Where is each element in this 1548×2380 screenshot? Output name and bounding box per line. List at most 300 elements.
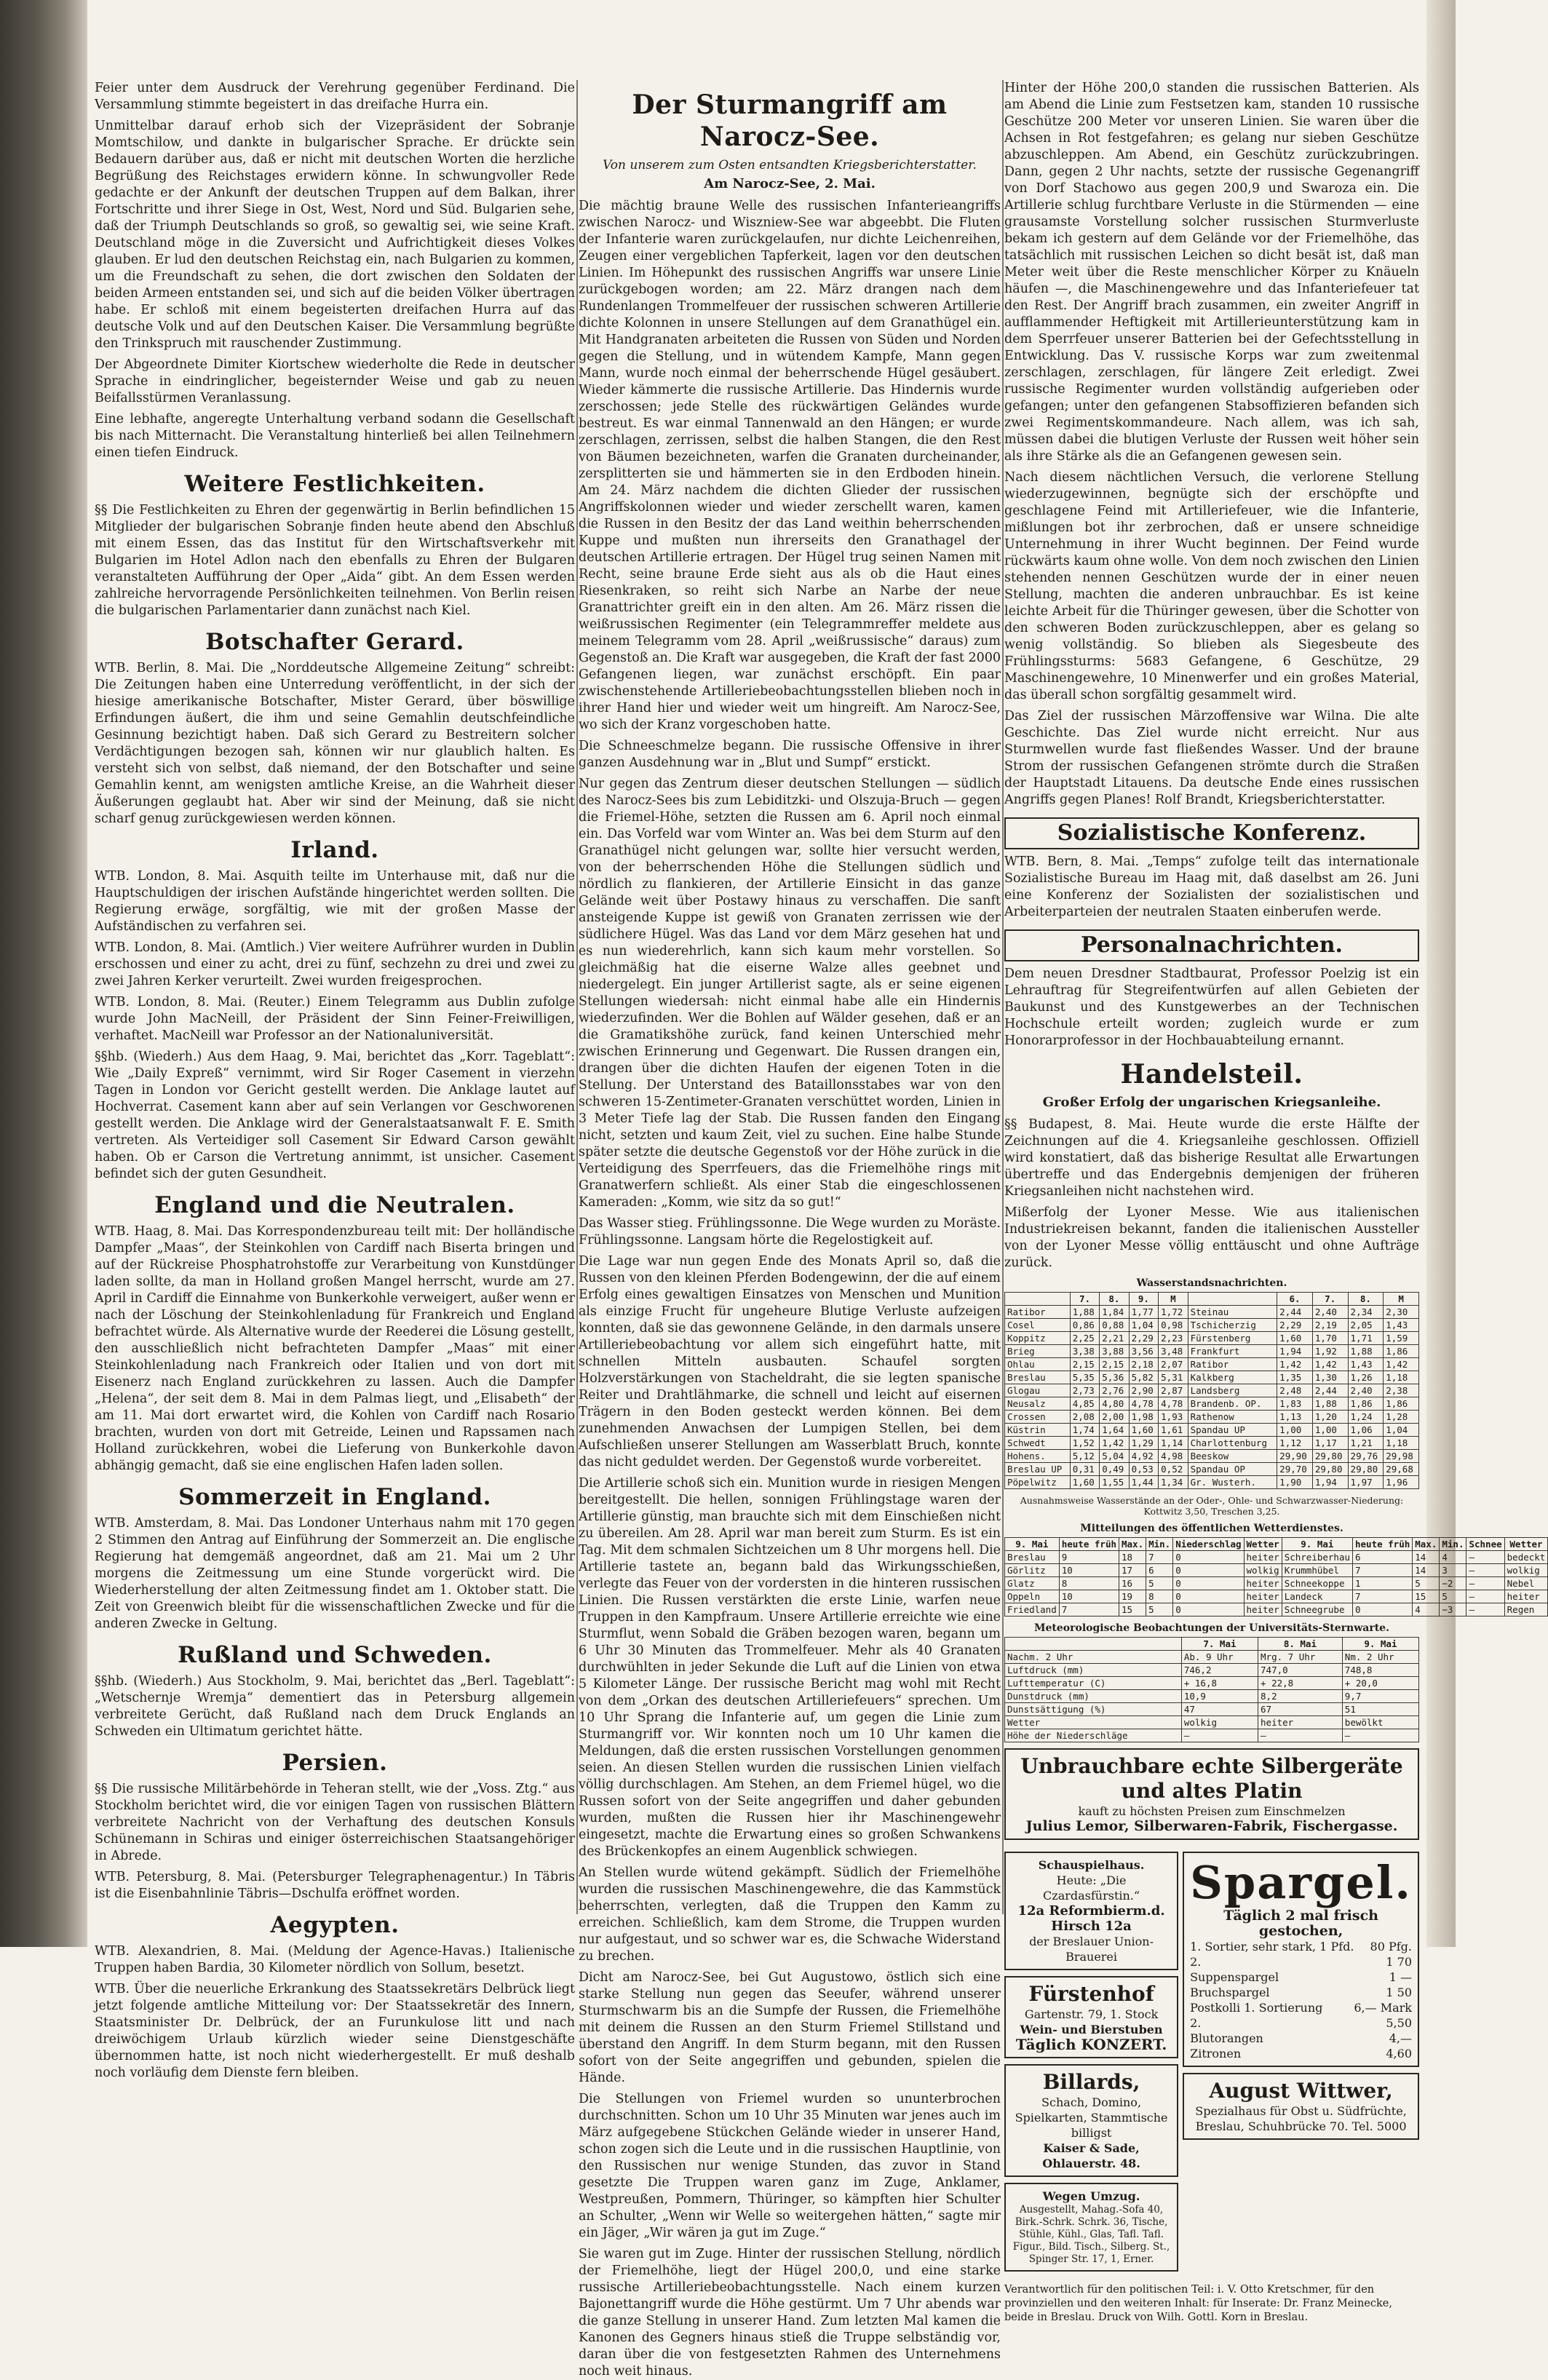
table-cell: 1,00 [1312, 1424, 1348, 1437]
table-cell: 0 [1173, 1590, 1244, 1603]
price-value: 4,60 [1386, 2047, 1412, 2060]
headline-russland-schweden: Rußland und Schweden. [178, 1642, 492, 1668]
table-cell: Friedland [1005, 1603, 1060, 1617]
price-row [1190, 1985, 1412, 2000]
table-cell: Nm. 2 Uhr [1342, 1651, 1418, 1664]
table-cell: 29,70 [1277, 1463, 1313, 1476]
ad-wittwer-address: Breslau, Schuhbrücke 70. Tel. 5000 [1195, 2119, 1407, 2133]
table-cell: 4,78 [1129, 1397, 1158, 1411]
headline-botschafter-gerard: Botschafter Gerard. [205, 629, 464, 655]
table-cell: 15 [1119, 1603, 1146, 1617]
table-cell: 51 [1342, 1703, 1418, 1716]
headline-persien: Persien. [282, 1750, 388, 1776]
table-cell: heiter [1244, 1590, 1282, 1603]
ad-fuerstenhof-address: Gartenstr. 79, 1. Stock [1024, 2007, 1159, 2021]
table-header-cell: 9. [1129, 1293, 1158, 1306]
table-header-cell: Wetter [1244, 1538, 1282, 1551]
table-cell: 14 [1413, 1551, 1440, 1564]
table-cell: 2,76 [1100, 1384, 1129, 1397]
paragraph: Mißerfolg der Lyoner Messe. Wie aus italienischen Industriekreisen bekannt, fanden die italienischen Aussteller von der Lyoner Messe völlig enttäuscht und ohne Aufträge zurück. [1004, 1205, 1419, 1270]
table-row [1005, 1384, 1419, 1397]
table-cell: 1,88 [1312, 1397, 1348, 1411]
table-cell: 1,26 [1348, 1371, 1384, 1384]
table-cell: 1,86 [1384, 1345, 1419, 1358]
paragraph: Nach diesem nächtlichen Versuch, die verlorene Stellung wiederzugewinnen, begnügte sich der erschöpfte und geschlagene Feind mit Artilleriefeuer, wie die Infanterie, mißlungen bot ihr zerbrochen, daß er unsere schneidige Unternehmung in ihrer Wucht beginnen. Der Feind wurde rückwärts kaum ohne wolle. Von dem noch zwischen den Linien stehenden nennen Geschützen wurde der in einer neuen Stellung, machten die anderen unbrauchbar. Es ist keine leichte Arbeit für die Thüringer gewesen, über die Schotter von den schweren Boden zurückzuschleppen, aber es gelang so wenig vollständig. So blieben als Siegesbeute des Frühlingssturms: 5683 Gefangene, 6 Geschütze, 29 Maschinengewehre, 10 Minenwerfer und ein großes Material, das überall schon sorgfältig gesammelt wird. [1004, 470, 1419, 702]
price-value: 1 — [1389, 1970, 1412, 1984]
byline: Von unserem zum Osten entsandten Kriegsberichterstatter. [603, 158, 977, 172]
price-value: 1 50 [1386, 1986, 1412, 1999]
table-cell: 2,73 [1070, 1384, 1099, 1397]
table-cell: 2,34 [1348, 1306, 1384, 1319]
table-cell: 1,13 [1277, 1411, 1313, 1424]
table-cell: 1,18 [1384, 1437, 1419, 1450]
table-header-cell [1005, 1638, 1182, 1651]
price-item: Zitronen [1190, 2047, 1242, 2060]
ad-schauspielhaus [1004, 1852, 1178, 1970]
table-cell: 1,60 [1129, 1424, 1158, 1437]
table-cell: 1,06 [1348, 1424, 1384, 1437]
table-cell: Landeck [1282, 1590, 1352, 1603]
table-header-cell: 6. [1277, 1293, 1313, 1306]
table-cell: 9,7 [1342, 1690, 1418, 1703]
paragraph: §§ Die russische Militärbehörde in Teheran stellt, wie der „Voss. Ztg.“ aus Stockholm berichtet wird, die vor einigen Tagen von russischen Blättern verbreitete Nachricht von der Verhaftung des deutschen Konsuls Schünemann in Schiras und einiger österreichischen Staatsangehöriger in Abrede. [95, 1782, 575, 1863]
paragraph: Die Schneeschmelze begann. Die russische Offensive in ihrer ganzen Ausdehnung war in „Blut und Sumpf“ erstickt. [579, 739, 1001, 770]
table-header-cell [1188, 1293, 1277, 1306]
table-cell: 10 [1059, 1564, 1119, 1577]
table-cell: 1,28 [1384, 1411, 1419, 1424]
table-cell: 0,86 [1070, 1319, 1099, 1332]
table-cell: 2,87 [1159, 1384, 1188, 1397]
table-header-cell: Min. [1146, 1538, 1173, 1551]
headline-handelsteil: Handelsteil. [1120, 1059, 1303, 1090]
table-cell: Oppeln [1005, 1590, 1060, 1603]
table-cell: 19 [1119, 1590, 1146, 1603]
table-cell: 3,88 [1100, 1345, 1129, 1358]
ad-billards-company: Kaiser & Sade, Ohlauerstr. 48. [1042, 2141, 1140, 2170]
water-level-table [1004, 1292, 1419, 1489]
table-header-cell: 7. Mai [1181, 1638, 1258, 1651]
weather-table [1004, 1537, 1548, 1617]
column-middle [579, 80, 1001, 2379]
table-cell: Spandau UP [1188, 1424, 1277, 1437]
table-cell: 1,61 [1159, 1424, 1188, 1437]
paragraph: WTB. Bern, 8. Mai. „Temps“ zufolge teilt das internationale Sozialistische Bureau im Haag mit, daß daselbst am 26. Juni eine Konferenz der Sozialisten der sozialistischen und Arbeiterparteien der neutralen Staaten einberufen werde. [1004, 854, 1419, 919]
article-handelsteil [1004, 1116, 1419, 1272]
table-cell: 1,84 [1100, 1306, 1129, 1319]
table-row [1005, 1716, 1419, 1729]
table-cell: 3,56 [1129, 1345, 1158, 1358]
headline-weitere-festlichkeiten: Weitere Festlichkeiten. [184, 471, 485, 497]
price-row [1190, 1939, 1412, 1954]
table-cell: 1,96 [1384, 1476, 1419, 1489]
table-cell: 47 [1181, 1703, 1258, 1716]
table-cell: 1,70 [1312, 1332, 1348, 1345]
table-cell: Regen [1504, 1603, 1548, 1617]
column-rule [1002, 80, 1004, 1914]
table-row [1005, 1345, 1419, 1358]
table-row [1005, 1564, 1548, 1577]
table-header-cell [1005, 1293, 1071, 1306]
table-cell: 1,20 [1312, 1411, 1348, 1424]
table-cell: Schneegrube [1282, 1603, 1352, 1617]
table-cell: Beeskow [1188, 1450, 1277, 1463]
price-item: 2. [1190, 1955, 1202, 1969]
table-cell: 2,15 [1070, 1358, 1099, 1371]
column-right [1004, 80, 1546, 2323]
table-cell: 1,21 [1348, 1437, 1384, 1450]
table-cell: — [1466, 1577, 1504, 1590]
table-cell: 29,68 [1384, 1463, 1419, 1476]
table-cell: 1,92 [1312, 1345, 1348, 1358]
table-cell: 16 [1119, 1577, 1146, 1590]
table-cell: 1,04 [1384, 1424, 1419, 1437]
table-header-cell: Max. [1413, 1538, 1440, 1551]
table-cell: 8,2 [1258, 1690, 1343, 1703]
table-row [1005, 1703, 1419, 1716]
paragraph: WTB. London, 8. Mai. (Reuter.) Einem Telegramm aus Dublin zufolge wurde John MacNeill, der Präsident der Sinn Feiner-Freiwilligen, verhaftet. MacNeill war Professor an der Nationaluniversität. [95, 995, 575, 1043]
table-cell: wolkig [1244, 1564, 1282, 1577]
paragraph: Nur gegen das Zentrum dieser deutschen Stellungen — südlich des Narocz-Sees bis zum Lebiditzki- und Olszuja-Bruch — gegen die Friemel-Höhe, setzten die Russen am 6. April noch einmal ein. Das Vorfeld war vom Winter an. Was bei dem Sturm auf den Granathügel nicht gelungen war, sollte hier versucht werden, von der beherrschenden Höhe die Stellungen südlich und nördlich zu flankieren, der Artillerie Einsicht in das ganze Gelände weit über Postawy hinaus zu verschaffen. Die sanft ansteigende Kuppe ist gewiß von Granaten zerrissen wie der südlichere Hügel. Was das Land vor dem März gesehen hat und es nun wiederehrlich, kann sich kaum mehr vorstellen. So gleichmäßig hat die eiserne Walze alles geebnet und niedergelegt. Ein junger Artillerist sagte, als er seine eigenen Stellungen wiedersah: nicht einmal habe alle ein Hindernis wiederzufinden. Wer die Bohlen auf Wälder gesehen, daß er an die Gramatikshöhe zurück, fand keinen Unterschied mehr zwischen Erinnerung und Gegenwart. Die Russen drangen ein, drangen über die dichten Haufen der eigenen Toten in die Stellung. Der Unterstand des Bataillonsstabes war von den schweren 15-Zentimeter-Granaten verschüttet worden, Linien in 3 Meter Tiefe lag der Stab. Die Russen fanden den Eingang nicht, setzten und kaum Zeit, viel zu suchen. Eine halbe Stunde später setzte die deutsche Gegenstoß vor der Höhe zurück in die Verteidigung des Sperrfeuers, das die Friemelhöhe rings mit Granatwerfern schließt. Als einer Stab die eingeschlossenen Kameraden: „Komm, wie sitz da so gut!“ [579, 777, 1001, 1210]
table-cell: 18 [1119, 1551, 1146, 1564]
table-cell: 5,12 [1070, 1450, 1099, 1463]
table-cell: — [1181, 1729, 1258, 1742]
price-item: Suppenspargel [1190, 1970, 1279, 1984]
article-bulgarian-visit [95, 80, 575, 461]
table-cell: Nachm. 2 Uhr [1005, 1651, 1182, 1664]
table-cell: — [1466, 1590, 1504, 1603]
table-cell: 3,48 [1159, 1345, 1188, 1358]
table-cell: 1,86 [1384, 1397, 1419, 1411]
paragraph: WTB. Haag, 8. Mai. Das Korrespondenzbureau teilt mit: Der holländische Dampfer „Maas“, der Steinkohlen von Cardiff nach Biserta bringen und auf der Rückreise Phosphatrohstoffe zur Verarbeitung von Kunstdünger laden sollte, da man in Holland großen Mangel herrscht, wurde am 27. April in Cardiff die Einnahme von Bunkerkohle verweigert, außer wenn er nach der Löschung der Steinkohlenladung für Frankreich und England befrachtet würde. Als Alternative wurde der Reederei die Lösung gestellt, den ausschließlich nicht befrachteten Dampfer „Maas“ mit einer Steinkohlenladung nach Frankreich oder Italien und von dort mit Eisenerz nach England zurückkehren zu lassen. Auch die Dampfer „Helena“, der seit dem 8. Mai in dem Palmas liegt, und „Elisabeth“ der am 11. Mai dort erwartet wird, die Kohlen von Cardiff nach Rosario brachten, wurden von dort mit Getreide, Leinen und Rapssamen nach Holland zurückkehren, wobei die Lieferung von Bunkerkohle davon abhängig gemacht, daß sie eine englischen Hafen laden sollen. [95, 1224, 575, 1473]
table-header-cell: 7. [1312, 1293, 1348, 1306]
table-cell: 3 [1440, 1564, 1466, 1577]
table-cell: 1,12 [1277, 1437, 1313, 1450]
table-cell: 2,30 [1384, 1306, 1419, 1319]
table-cell: 4,80 [1100, 1397, 1129, 1411]
table-cell: 1,30 [1312, 1371, 1348, 1384]
table-cell: bewölkt [1342, 1716, 1418, 1729]
table-cell: 4,98 [1159, 1450, 1188, 1463]
table-row [1005, 1577, 1548, 1590]
paragraph: §§ Budapest, 8. Mai. Heute wurde die erste Hälfte der Zeichnungen auf die 4. Kriegsanleihe geschlossen. Offiziell wird konstatiert, daß das bisherige Resultat alle Erwartungen übertreffe und das Endergebnis demjenigen der früheren Kriegsanleihen nicht nachstehen wird. [1004, 1117, 1419, 1199]
table-cell: Gr. Wusterh. [1188, 1476, 1277, 1489]
table-cell: Tschicherzig [1188, 1319, 1277, 1332]
ad-schauspielhaus-title: Schauspielhaus. [1038, 1858, 1145, 1872]
table-cell: 1,64 [1100, 1424, 1129, 1437]
paragraph: Die Lage war nun gegen Ende des Monats April so, daß die Russen von den kleinen Pferden Bodengewinn, der die auf einem Erfolg eines gewaltigen Einsatzes von Menschen und Munition als einzige Frucht für ungeheure Blutige Verluste aufzeigen konnten, daß sie das gewonnene Gelände, in den darmals unsere Artilleriebeobachtung vor allem sich eingeführt hatte, mit schnellen Mitteln ausbauten. Schaufel sorgten Holzverstärkungen von Stacheldraht, die sie legten spanische Reiter und Drahtlähmarke, die schnell und leicht auf eisernen Trägern in den Boden gesteckt werden können. Bei dem zunehmenden Anwachsen der Lumpigen Stellen, bei dem Aufschließen unserer Stellungen am Wasserblatt Bruch, konnte das nicht geduldet werden. Der Gegenstoß wurde vorbereitet. [579, 1254, 1001, 1469]
ad-silbergeraete-company: Julius Lemor, Silberwaren-Fabrik, Fischergasse. [1025, 1818, 1398, 1834]
table-cell: Krummhübel [1282, 1564, 1352, 1577]
paragraph: §§ Die Festlichkeiten zu Ehren der gegenwärtig in Berlin befindlichen 15 Mitglieder der bulgarischen Sobranje finden heute abend den Abschluß mit einem Essen, das das Institut für den Wirtschaftsverkehr mit Bulgarien im Hotel Adlon nach den ebenfalls zu Ehren der Bulgaren veranstalteten Aufführung der Oper „Aida“ gibt. An dem Essen werden zahlreiche hervorragende Persönlichkeiten teilnehmen. Von Berlin reisen die bulgarischen Parlamentarier dann zunächst nach Kiel. [95, 503, 575, 618]
table-header-row [1005, 1293, 1419, 1306]
table-cell: 1,88 [1348, 1345, 1384, 1358]
price-item: Postkolli 1. Sortierung [1190, 2001, 1323, 2015]
paragraph: WTB. Berlin, 8. Mai. Die „Norddeutsche Allgemeine Zeitung“ schreibt: Die Zeitungen haben eine Unterredung veröffentlicht, in der sich der hiesige amerikanische Botschafter, Mister Gerard, über böswillige Erfindungen äußert, die ihm und seine Gemahlin deutschfeindliche Gesinnung bezichtigt haben. Daß sich Gerard zu Bestreitern solcher Verdächtigungen bezogen sah, können wir nur glaublich halten. Es versteht sich von selbst, daß niemand, der den Botschafter und seine Gemahlin kennt, am wenigsten amtliche Kreise, an die Wahrheit dieser Äußerungen geglaubt hat. Aber wir sind der Meinung, daß sie nicht scharf genug zurückgewiesen werden können. [95, 661, 575, 826]
ad-billards-title: Billards, [1042, 2070, 1140, 2094]
table-cell: heiter [1244, 1577, 1282, 1590]
table-cell: 0,98 [1159, 1319, 1188, 1332]
price-row [1190, 2000, 1412, 2015]
table-cell: 1,83 [1277, 1397, 1313, 1411]
table-cell: Dunstdruck (mm) [1005, 1690, 1182, 1703]
table-cell: 7 [1059, 1603, 1119, 1617]
table-cell: 1,86 [1348, 1397, 1384, 1411]
table-cell: 29,80 [1312, 1463, 1348, 1476]
ad-grid [1004, 1846, 1419, 2277]
headline-sommerzeit: Sommerzeit in England. [178, 1484, 491, 1510]
table-cell: 4 [1440, 1551, 1466, 1564]
paragraph: WTB. London, 8. Mai. (Amtlich.) Vier weitere Aufrührer wurden in Dublin erschossen und einer zu acht, drei zu fünf, sechzehn zu drei und zwei zu zwei Jahren Kerker verurteilt. Zwei wurden freigesprochen. [95, 940, 575, 988]
table-cell: heiter [1244, 1603, 1282, 1617]
table-cell: Cosel [1005, 1319, 1071, 1332]
table-row [1005, 1319, 1419, 1332]
price-value: 5,50 [1386, 2016, 1412, 2030]
book-binding-edge [0, 0, 87, 1947]
table-cell: 1,98 [1129, 1411, 1158, 1424]
table-cell: 5,82 [1129, 1371, 1158, 1384]
article-gerard [95, 660, 575, 828]
ad-umzug-line: Ausgestellt, Mahag.-Sofa 40, Birk.-Schrk. Schrk. 36, Tische, Stühle, Kühl., Glas, Tafl. Tafl. Figur., Bild. Tisch., Silberg. St., Spinger Str. 17, 1, Erner. [1012, 2204, 1170, 2265]
paragraph: Die Stellungen von Friemel wurden so ununterbrochen durchschnitten. Schon um 10 Uhr 35 Minuten war jenes auch im März aufgegebene Stückchen Gelände wieder in unserer Hand, schon zogen sich die Leute und in die russischen Hauptlinie, von den Russischen nur wenige Stunden, das zuvor in Stand gesetzte Die Truppen waren ganz im Zuge, Anklamer, Westpreußen, Pommern, Thüringer, so kämpften hier Schulter an Schulter, „Wenn wir Welle so weitergehen hätten,“ sagte mir ein Jäger, „Wir wären ja gut im Zuge.“ [579, 2092, 1001, 2240]
table-cell: 1,90 [1277, 1476, 1313, 1489]
table-cell: heiter [1504, 1590, 1548, 1603]
table-cell: 2,90 [1129, 1384, 1158, 1397]
table-cell: −3 [1440, 1603, 1466, 1617]
table-cell: 2,40 [1312, 1306, 1348, 1319]
table-cell: 2,48 [1277, 1384, 1313, 1397]
table-header-cell: 7. [1070, 1293, 1099, 1306]
paragraph: Das Wasser stieg. Frühlingssonne. Die Wege wurden zu Moräste. Frühlingssonne. Langsam hörte die Regelostigkeit auf. [579, 1216, 1001, 1247]
table-cell: Ohlau [1005, 1358, 1071, 1371]
table-cell: 4 [1413, 1603, 1440, 1617]
meteo-table-caption: Meteorologische Beobachtungen der Universitäts-Sternwarte. [1034, 1622, 1389, 1634]
table-cell: 4,78 [1159, 1397, 1188, 1411]
table-cell: — [1258, 1729, 1343, 1742]
paragraph: Die mächtig braune Welle des russischen Infanterieangriffs zwischen Narocz- und Wiszniew-See war abgeebbt. Die Fluten der Infanterie waren zurückgelaufen, nur dichte Leichenreihen, Zeugen einer vergeblichen Tapferkeit, lagen vor den deutschen Linien. Im Höhepunkt des russischen Angriffs war unsere Linie zurückgebogen worden; am 22. März drangen nach dem Rundenlangen Trommelfeuer der russischen schweren Artillerie dichte Kolonnen in unsere Stellungen auf dem Granathügel ein. Mit Handgranaten arbeiteten die Russen von Süden und Norden gegen die Stellung, und in wütendem Kampfe, Mann gegen Mann, wurde noch einmal der beherrschende Hügel gesäubert. Wieder kämmerte die russische Artillerie. Das Hindernis wurde zerschossen; jede Stelle des rückwärtigen Geländes wurde bestreut. Es war einmal Tannenwald an den Hängen; er wurde zerschlagen, zerrissen, selbst die halben Stangen, die den Rest von Bäumen bezeichneten, warfen die Granaten durcheinander, zersplitterten sie und hämmerten sie in den Erdboden hinein. Am 24. März nachdem die dichten Glieder der russischen Angriffskolonnen wieder und wieder zerschellt waren, kamen die Russen in den Besitz der das Land weithin beherrschenden Kuppe und mußten nun ihrerseits den Granathagel der deutschen Artillerie ertragen. Der Hügel trug seinen Namen mit Recht, seine braune Erde sieht aus als ob die Haut eines Riesenkraken, so reiht sich Narbe an Narbe der neue Granattrichter greift ein in den alten. Am 26. März rissen die weißrussischen Regimenter (ein Telegrammreffer meldete aus meinem Telegramm vom 28. April „weißrussische“ daraus) zum Gegenstoß an. Die Kraft war ausgegeben, die Kraft der fast 2000 Gefangenen liegen, war zunächst erschöpft. Ein paar zwischenstehende Artilleriebeobachtungsstellen blieben noch in ihrer Hand hier und wieder weit um hingreift. Am Narocz-See, wo sich der Kranz vorgeschoben hatte. [579, 199, 1001, 732]
table-cell: 0,31 [1070, 1463, 1099, 1476]
table-cell: Charlottenburg [1188, 1437, 1277, 1450]
table-cell: 67 [1258, 1703, 1343, 1716]
paragraph: Der Abgeordnete Dimiter Kiortschew wiederholte die Rede in deutscher Sprache in eindringlicher, begeisternder Weise und gab zu neuen Beifallsstürmen Veranlassung. [95, 357, 575, 405]
table-row [1005, 1424, 1419, 1437]
table-cell: Dunstsättigung (%) [1005, 1703, 1182, 1716]
table-cell: 1,43 [1348, 1358, 1384, 1371]
table-cell: 1,43 [1384, 1319, 1419, 1332]
table-cell: 7 [1353, 1590, 1413, 1603]
ad-spargel [1183, 1852, 1419, 2067]
table-row [1005, 1358, 1419, 1371]
price-row [1190, 2015, 1412, 2031]
ad-billards-line: Schach, Domino, Spielkarten, Stammtische billigst [1015, 2095, 1168, 2140]
table-cell: 7 [1146, 1551, 1173, 1564]
paragraph: Hinter der Höhe 200,0 standen die russischen Batterien. Als am Abend die Linie zum Festsetzen kam, standen 10 russische Geschütze 200 Meter vor unseren Linien. Sie waren über die Achsen in Rot festgefahren; es gelang nur sieben Geschütze abzuschleppen. Am Abend, ein Geschütz zurückzubringen. Dann, gegen 2 Uhr nachts, setzte der russische Gegenangriff von Dorf Stachowo aus gegen 200,9 und Swaroza ein. Die Artillerie schlug furchtbare Verluste in die Stürmenden — eine grausamste Vorstellung solcher russischen Sturmverluste bekam ich gestern auf dem Gelände vor der Friemelhöhe, das tatsächlich mit russischen Leichen so dicht besät ist, daß man Meter weit über die Reste menschlicher Körper zu Knäueln häufen —, die Maschinengewehre und das Infanteriefeuer tat den Rest. Der Angriff brach zusammen, ein zweiter Angriff in aufflammender Heftigkeit mit Artillerieunterstützung kam in dem Sperrfeuer unserer Batterien bei der Gefechtsstellung in Entwicklung. Das V. russische Korps war zum zweitenmal zerschlagen, zerschlagen, für längere Zeit erledigt. Zwei russische Regimenter wurden vollständig aufgerieben oder gefangen; unter den gefangenen Stabsoffizieren befanden sich zwei Regimentskommandeure. Nach allem, was ich sah, müssen dabei die blutigen Verluste der Russen weit höher sein als ihre Stärke als die an Gefangenen gewesen sein. [1004, 81, 1419, 464]
table-cell: 29,80 [1348, 1463, 1384, 1476]
price-item: 1. Sortier, sehr stark, 1 Pfd. [1190, 1940, 1354, 1953]
table-header-cell: 8. [1100, 1293, 1129, 1306]
table-header-cell: 9. Mai [1342, 1638, 1418, 1651]
table-cell: 1,35 [1277, 1371, 1313, 1384]
table-cell: 1,44 [1129, 1476, 1158, 1489]
table-cell: 2,38 [1384, 1384, 1419, 1397]
table-cell: 2,23 [1159, 1332, 1188, 1345]
table-header-cell: 8. [1348, 1293, 1384, 1306]
ad-fuerstenhof-title: Fürstenhof [1028, 1982, 1154, 2006]
table-cell: 1,34 [1159, 1476, 1188, 1489]
table-cell: Breslau [1005, 1551, 1060, 1564]
table-cell: 0 [1173, 1564, 1244, 1577]
headline-england-neutralen: England und die Neutralen. [154, 1192, 515, 1218]
imprint-footer: Verantwortlich für den politischen Teil: i. V. Otto Kretschmer, für den provinziellen und den weiteren Inhalt: für Inserate: Dr. Franz Meinecke, beide in Breslau. Druck von Wilh. Gottl. Korn in Breslau. [1004, 2284, 1392, 2323]
table-header-cell: Schnee [1466, 1538, 1504, 1551]
water-table-note: Ausnahmsweise Wasserstände an der Oder-, Ohle- und Schwarzwasser-Niederung: Kottwitz 3,50, Treschen 3,25. [1020, 1495, 1404, 1517]
table-cell: Frankfurt [1188, 1345, 1277, 1358]
table-header-cell: heute früh [1059, 1538, 1119, 1551]
table-header-cell: Niederschlag [1173, 1538, 1244, 1551]
paragraph: Dem neuen Dresdner Stadtbaurat, Professor Poelzig ist ein Lehrauftrag für Stegreifentwürfen auf allen Gebieten der Baukunst und des Kunstgewerbes an der Technischen Hochschule erteilt worden; zugleich wurde er zum Honorarprofessor in der Hochbauabteilung ernannt. [1004, 967, 1419, 1048]
table-cell: Küstrin [1005, 1424, 1071, 1437]
table-cell: 0,52 [1159, 1463, 1188, 1476]
table-cell: 1,14 [1159, 1437, 1188, 1450]
table-row [1005, 1551, 1548, 1564]
table-cell: 1,94 [1312, 1476, 1348, 1489]
table-cell: 1,74 [1070, 1424, 1099, 1437]
table-header-cell: Max. [1119, 1538, 1146, 1551]
table-cell: 2,25 [1070, 1332, 1099, 1345]
table-cell: Ab. 9 Uhr [1181, 1651, 1258, 1664]
table-cell: 0,53 [1129, 1463, 1158, 1476]
table-cell: 1,71 [1348, 1332, 1384, 1345]
table-cell: + 20,0 [1342, 1677, 1418, 1690]
table-cell: 1,00 [1277, 1424, 1313, 1437]
newspaper-page [95, 80, 1546, 2379]
article-persien [95, 1781, 575, 1903]
table-cell: 1,94 [1277, 1345, 1313, 1358]
table-cell: Luftdruck (mm) [1005, 1664, 1182, 1677]
ad-reformbier-address: 12a Reformbierm.d. Hirsch 12a [1017, 1903, 1165, 1934]
article-delbrueck [95, 1981, 575, 2082]
table-cell: 1,18 [1384, 1371, 1419, 1384]
table-cell: — [1342, 1729, 1418, 1742]
paragraph: Die Artillerie schoß sich ein. Munition wurde in riesigen Mengen bereitgestellt. Die hellen, sonnigen Frühlingstage waren der Artillerie günstig, man brauchte sich mit dem Einschießen nicht zu übereilen. Am 28. April war man bereit zum Sturm. Es ist ein Tag. Mit dem schmalen Sichtzeichen um 8 Uhr morgens hell. Die Artillerie tastete an, begann bald das Wirkungsschießen, verlegte das Feuer von der vordersten in die hinteren russischen Linien. Die Russen verstärkten die erste Linie, warfen neue Truppen in den Kampfraum. Unsere Artillerie erreichte wie eine Sturmflut, wenn Sobald die Gräben bezogen waren, begann um 6 Uhr 30 Minuten das Trommelfeuer. Mehr als 40 Granaten durchwühlten in jeder Sekunde die Luft auf die Linien von etwa 5 Kilometer Länge. Der russische Bericht mag wohl mit Recht von dem „Orkan des deutschen Artilleriefeuers“ sprechen. Um 10 Uhr Sprang die Infanterie auf, um gegen die Linie zum Sturmangriff vor. Wir konnten noch um 10 Uhr kamen die Meldungen, daß die ersten russischen Vorstellungen genommen seien. An diesen Stellen wurden die russischen Linien vielfach völlig durchschlagen. Am Stehen, an dem Friemel hügel, wo die Russen sofort von der Seite angegriffen und daher gebunden wurden, mußten die Russen hier ihr Maschinengewehr eingesetzt, machte die Erwartung eines so großen Schwankens des Brückenkopfes an einem Augenblick schwiegen. [579, 1476, 1001, 1859]
table-cell: 746,2 [1181, 1664, 1258, 1677]
table-cell: 8 [1059, 1577, 1119, 1590]
column-left [95, 80, 575, 2080]
table-header-cell: Wetter [1504, 1538, 1548, 1551]
table-cell: 1,88 [1070, 1306, 1099, 1319]
article-sturmangriff-continued [1004, 80, 1419, 809]
ad-spargel-price-list [1190, 1939, 1412, 2061]
ad-umzug [1004, 2183, 1178, 2272]
subheadline-kriegsanleihe: Großer Erfolg der ungarischen Kriegsanleihe. [1042, 1095, 1381, 1110]
table-cell: 15 [1413, 1590, 1440, 1603]
water-table-caption: Wasserstandsnachrichten. [1136, 1277, 1287, 1289]
table-cell: Koppitz [1005, 1332, 1071, 1345]
ad-spargel-sub: Täglich 2 mal frisch gestochen, [1223, 1908, 1378, 1939]
ad-silbergeraete-line: kauft zu höchsten Preisen zum Einschmelzen [1078, 1804, 1346, 1818]
weather-table-caption: Mitteilungen des öffentlichen Wetterdienstes. [1080, 1523, 1343, 1534]
article-sturmangriff [579, 198, 1001, 2380]
paragraph: Dicht am Narocz-See, bei Gut Augustowo, östlich sich eine starke Stellung nun gegen das Seeufer, während unserer Sturmschwarm bis an die Sumpfe der Russen, die Friemelhöhe mit deinem die Russen an den Sturm Friemel Stillstand und überstand den Angriff. In dem Sturm begann, mit den Russen sofort von der Seite angegriffen und gebunden, spielen die Hände. [579, 1970, 1001, 2085]
ad-schauspielhaus-line: Heute: „Die Czardasfürstin.“ [1043, 1873, 1140, 1903]
table-cell: 1,42 [1384, 1358, 1419, 1371]
table-cell: 1,42 [1312, 1358, 1348, 1371]
table-cell: Pöpelwitz [1005, 1476, 1071, 1489]
ad-wittwer [1183, 2073, 1419, 2140]
headline-aegypten: Aegypten. [270, 1912, 400, 1938]
paragraph: Eine lebhafte, angeregte Unterhaltung verband sodann die Gesellschaft bis nach Mitternacht. Die Veranstaltung hinterließ bei allen Teilnehmern einen tiefen Eindruck. [95, 412, 575, 460]
price-value: 80 Pfg. [1370, 1940, 1412, 1953]
table-cell: Glogau [1005, 1384, 1071, 1397]
ad-right-stack [1183, 1846, 1419, 2277]
table-row [1005, 1397, 1419, 1411]
table-cell: wolkig [1181, 1716, 1258, 1729]
table-cell: Schreiberhau [1282, 1551, 1352, 1564]
paragraph: Unmittelbar darauf erhob sich der Vizepräsident der Sobranje Momtschilow, und dankte in bulgarischer Sprache. Er drückte sein Bedauern darüber aus, daß er nicht mit deutschen Worten die herzliche Begrüßung des Reichstages erwidern könne. In schwungvoller Rede gedachte er der Ankunft der deutschen Truppen auf dem Balkan, ihrer Fortschritte und ihrer Siege in Ost, West, Nord und Süd. Bulgarien sehe, daß der Triumph Deutschlands so groß, so gewaltig sei, wie seine Kraft. Deutschland möge in die Zuversicht und Aufrichtigkeit dieses Volkes glauben. Er lud den deutschen Reichstag ein, nach Bulgarien zu kommen, um die Freundschaft zu sehen, die dort zwischen den Soldaten der beiden Armeen entstanden sei, und sich auf die beiden Völker übertragen habe. Er schloß mit einem begeisterten dreifachen Hurra auf das deutsche Volk und auf den Deutschen Kaiser. Die Versammlung begrüßte den Trinkspruch mit rauschender Zustimmung. [95, 119, 575, 351]
table-cell: 2,05 [1348, 1319, 1384, 1332]
table-cell: 4,92 [1129, 1450, 1158, 1463]
paragraph: §§hb. (Wiederh.) Aus Stockholm, 9. Mai, berichtet das „Berl. Tageblatt“: „Wetschernje Wremja“ dementiert das in Petersburg allgemein verbreitete Gerücht, daß Rußland nach dem Druck Englands an Schweden ein Ultimatum gerichtet hätte. [95, 1674, 575, 1739]
paragraph: Sie waren gut im Zuge. Hinter der russischen Stellung, nördlich der Friemelhöhe, liegt der Hügel 200,0, und eine starke russische Artilleriebeobachtungsstelle. Nach einem kurzen Bajonettangriff wurde die Höhe gestürmt. Um 7 Uhr abends war die ganze Stellung in unserer Hand. Zum letzten Mal kamen die Kanonen des Gegners hinaus stieß die Truppe selbständig vor, daran über die von festgesetzten Rahmen des Unternehmens noch weit hinaus. [579, 2247, 1001, 2379]
article-russland-schweden [95, 1673, 575, 1740]
table-header-cell: heute früh [1353, 1538, 1413, 1551]
table-cell: bedeckt [1504, 1551, 1548, 1564]
table-header-row [1005, 1538, 1548, 1551]
table-cell: Mrg. 7 Uhr [1258, 1651, 1343, 1664]
table-cell: 0 [1173, 1577, 1244, 1590]
table-row [1005, 1306, 1419, 1319]
table-cell: 10,9 [1181, 1690, 1258, 1703]
table-cell: 1,42 [1277, 1358, 1313, 1371]
headline-personalnachrichten: Personalnachrichten. [1004, 929, 1419, 961]
table-cell: Ratibor [1005, 1306, 1071, 1319]
table-cell: 2,18 [1129, 1358, 1158, 1371]
table-cell: 2,07 [1159, 1358, 1188, 1371]
table-cell: — [1466, 1551, 1504, 1564]
ad-reformbier-brewery: der Breslauer Union-Brauerei [1029, 1935, 1154, 1964]
paragraph: §§hb. (Wiederh.) Aus dem Haag, 9. Mai, berichtet das „Korr. Tageblatt“: Wie „Daily Expreß“ vernimmt, wird Sir Roger Casement in vierzehn Tagen in London vor Gericht gestellt werden. Die Anklage lautet auf Hochverrat. Casement kann aber auf sein Verlangen vor Geschworenen gestellt werden. Die Anklage wird der Generalstaatsanwalt F. E. Smith vertreten. Als Verteidiger soll Casement Sir Edward Carson gewählt haben. Ob er Carson die Vertretung annimmt, ist unsicher. Casement befindet sich der guten Gesundheit. [95, 1050, 575, 1181]
table-cell: Ratibor [1188, 1358, 1277, 1371]
table-row [1005, 1677, 1419, 1690]
table-cell: Brandenb. OP. [1188, 1397, 1277, 1411]
table-cell: 5 [1146, 1577, 1173, 1590]
table-header-cell: 9. Mai [1005, 1538, 1060, 1551]
table-cell: 1,77 [1129, 1306, 1158, 1319]
table-header-row [1005, 1638, 1419, 1651]
table-cell: Schwedt [1005, 1437, 1071, 1450]
table-header-cell: 8. Mai [1258, 1638, 1343, 1651]
table-cell: 2,44 [1312, 1384, 1348, 1397]
table-cell: Görlitz [1005, 1564, 1060, 1577]
table-cell: Lufttemperatur (C) [1005, 1677, 1182, 1690]
table-cell: 0 [1353, 1603, 1413, 1617]
table-cell: 1,04 [1129, 1319, 1158, 1332]
table-cell: 1,59 [1384, 1332, 1419, 1345]
meteo-table [1004, 1637, 1419, 1742]
table-cell: 4,85 [1070, 1397, 1099, 1411]
price-value: 1 70 [1386, 1955, 1412, 1969]
ad-spargel-title: Spargel. [1190, 1856, 1412, 1909]
table-cell: 1,17 [1312, 1437, 1348, 1450]
ad-fuerstenhof [1004, 1976, 1178, 2058]
table-row [1005, 1450, 1419, 1463]
table-row [1005, 1664, 1419, 1677]
table-cell: + 22,8 [1258, 1677, 1343, 1690]
table-cell: Steinau [1188, 1306, 1277, 1319]
table-cell: 1,97 [1348, 1476, 1384, 1489]
table-header-cell: 9. Mai [1282, 1538, 1352, 1551]
table-cell: 8 [1146, 1590, 1173, 1603]
article-sommerzeit [95, 1515, 575, 1633]
